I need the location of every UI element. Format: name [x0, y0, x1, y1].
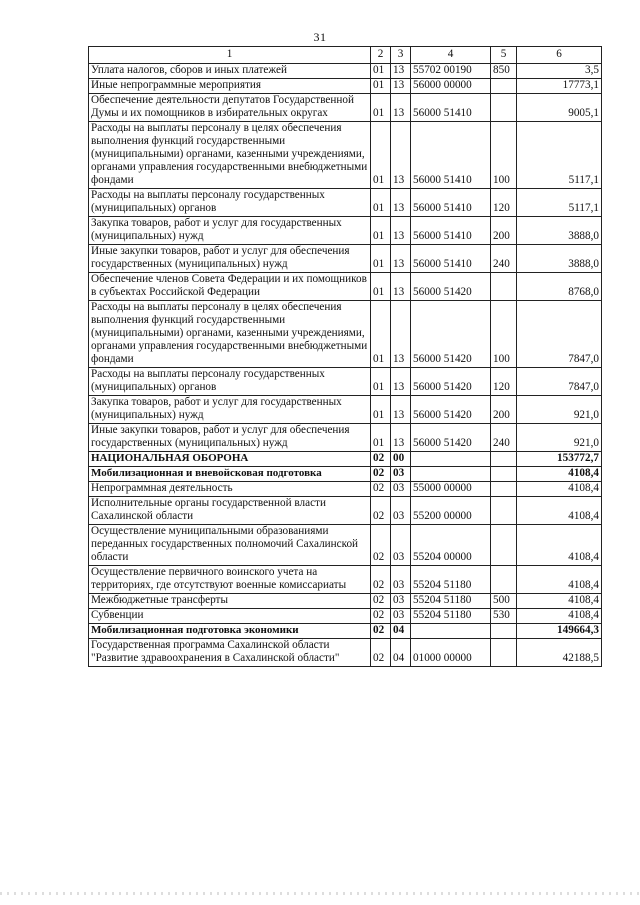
row-subsection-cell: 13: [391, 217, 411, 245]
row-expense-type-cell: 100: [491, 301, 517, 368]
row-target-article-cell: 55200 00000: [411, 497, 491, 525]
row-subsection-cell: 13: [391, 122, 411, 189]
row-amount-cell: 4108,4: [517, 594, 602, 609]
row-target-article-cell: 56000 00000: [411, 79, 491, 94]
table-row: [89, 424, 602, 452]
row-name-cell: НАЦИОНАЛЬНАЯ ОБОРОНА: [89, 452, 371, 467]
row-subsection-cell: 03: [391, 525, 411, 566]
row-target-article-cell: 56000 51420: [411, 396, 491, 424]
row-expense-type-cell: [491, 639, 517, 667]
row-amount-cell: 921,0: [517, 396, 602, 424]
row-name-cell: Расходы на выплаты персоналу государственных (муниципальных) органов: [89, 189, 371, 217]
table-row: [89, 273, 602, 301]
row-target-article-cell: 55204 00000: [411, 525, 491, 566]
row-expense-type-cell: 850: [491, 64, 517, 79]
row-target-article-cell: 56000 51420: [411, 424, 491, 452]
row-subsection-cell: 13: [391, 245, 411, 273]
row-subsection-cell: 13: [391, 301, 411, 368]
row-name-cell: Мобилизационная подготовка экономики: [89, 624, 371, 639]
row-expense-type-cell: [491, 566, 517, 594]
row-subsection-cell: 03: [391, 482, 411, 497]
row-expense-type-cell: 120: [491, 189, 517, 217]
table-row: [89, 189, 602, 217]
row-section-cell: 01: [371, 189, 391, 217]
row-expense-type-cell: [491, 624, 517, 639]
row-amount-cell: 921,0: [517, 424, 602, 452]
row-section-cell: 02: [371, 624, 391, 639]
row-name-cell: Мобилизационная и вневойсковая подготовка: [89, 467, 371, 482]
row-subsection-cell: 13: [391, 189, 411, 217]
row-amount-cell: 8768,0: [517, 273, 602, 301]
row-subsection-cell: 13: [391, 64, 411, 79]
row-amount-cell: 17773,1: [517, 79, 602, 94]
row-target-article-cell: 01000 00000: [411, 639, 491, 667]
row-amount-cell: 153772,7: [517, 452, 602, 467]
row-name-cell: Исполнительные органы государственной власти Сахалинской области: [89, 497, 371, 525]
table-row: [89, 624, 602, 639]
table-row: [89, 64, 602, 79]
table-row: [89, 368, 602, 396]
row-amount-cell: 3888,0: [517, 245, 602, 273]
row-target-article-cell: [411, 452, 491, 467]
table-row: [89, 396, 602, 424]
row-section-cell: 02: [371, 497, 391, 525]
row-amount-cell: 4108,4: [517, 609, 602, 624]
table-row: [89, 245, 602, 273]
row-section-cell: 02: [371, 594, 391, 609]
row-amount-cell: 42188,5: [517, 639, 602, 667]
row-expense-type-cell: [491, 482, 517, 497]
row-target-article-cell: 56000 51420: [411, 368, 491, 396]
row-name-cell: Иные закупки товаров, работ и услуг для обеспечения государственных (муниципальных) нужд: [89, 424, 371, 452]
row-target-article-cell: 56000 51420: [411, 301, 491, 368]
row-amount-cell: 5117,1: [517, 122, 602, 189]
column-header: 1: [89, 47, 371, 64]
row-name-cell: Непрограммная деятельность: [89, 482, 371, 497]
row-name-cell: Обеспечение деятельности депутатов Государственной Думы и их помощников в избирательных округах: [89, 94, 371, 122]
row-name-cell: Государственная программа Сахалинской области "Развитие здравоохранения в Сахалинской области": [89, 639, 371, 667]
row-section-cell: 01: [371, 245, 391, 273]
row-amount-cell: 4108,4: [517, 497, 602, 525]
row-name-cell: Субвенции: [89, 609, 371, 624]
row-section-cell: 02: [371, 639, 391, 667]
scan-artifact-line: [0, 892, 640, 895]
row-expense-type-cell: 200: [491, 217, 517, 245]
row-expense-type-cell: [491, 79, 517, 94]
row-expense-type-cell: 120: [491, 368, 517, 396]
row-target-article-cell: 55204 51180: [411, 609, 491, 624]
row-section-cell: 01: [371, 122, 391, 189]
row-name-cell: Расходы на выплаты персоналу в целях обеспечения выполнения функций государственными (муниципальными) органами, казенными учреждениями, органами управления государственными внебюджетными фондами: [89, 301, 371, 368]
row-expense-type-cell: [491, 452, 517, 467]
row-expense-type-cell: [491, 525, 517, 566]
row-name-cell: Уплата налогов, сборов и иных платежей: [89, 64, 371, 79]
row-amount-cell: 4108,4: [517, 525, 602, 566]
table-row: [89, 122, 602, 189]
row-section-cell: 01: [371, 64, 391, 79]
row-subsection-cell: 13: [391, 424, 411, 452]
row-section-cell: 01: [371, 396, 391, 424]
table-row: [89, 467, 602, 482]
row-expense-type-cell: [491, 273, 517, 301]
row-name-cell: Закупка товаров, работ и услуг для государственных (муниципальных) нужд: [89, 396, 371, 424]
row-name-cell: Расходы на выплаты персоналу государственных (муниципальных) органов: [89, 368, 371, 396]
row-section-cell: 02: [371, 525, 391, 566]
row-name-cell: Иные закупки товаров, работ и услуг для обеспечения государственных (муниципальных) нужд: [89, 245, 371, 273]
budget-table: [88, 46, 602, 667]
table-row: [89, 639, 602, 667]
row-name-cell: Осуществление муниципальными образованиями переданных государственных полномочий Сахалинской области: [89, 525, 371, 566]
table-row: [89, 482, 602, 497]
row-amount-cell: 9005,1: [517, 94, 602, 122]
row-subsection-cell: 03: [391, 467, 411, 482]
row-target-article-cell: 56000 51420: [411, 273, 491, 301]
row-name-cell: Межбюджетные трансферты: [89, 594, 371, 609]
table-row: [89, 452, 602, 467]
row-target-article-cell: 56000 51410: [411, 189, 491, 217]
row-expense-type-cell: 200: [491, 396, 517, 424]
row-expense-type-cell: 530: [491, 609, 517, 624]
row-section-cell: 02: [371, 566, 391, 594]
table-row: [89, 301, 602, 368]
row-expense-type-cell: 240: [491, 245, 517, 273]
row-section-cell: 02: [371, 467, 391, 482]
row-amount-cell: 4108,4: [517, 566, 602, 594]
table-row: [89, 497, 602, 525]
row-section-cell: 01: [371, 273, 391, 301]
row-section-cell: 01: [371, 79, 391, 94]
row-subsection-cell: 13: [391, 94, 411, 122]
row-subsection-cell: 13: [391, 368, 411, 396]
row-expense-type-cell: [491, 497, 517, 525]
row-subsection-cell: 04: [391, 624, 411, 639]
page-number: 31: [313, 30, 327, 44]
row-target-article-cell: 56000 51410: [411, 94, 491, 122]
row-amount-cell: 4108,4: [517, 482, 602, 497]
row-subsection-cell: 03: [391, 497, 411, 525]
table-row: [89, 217, 602, 245]
row-expense-type-cell: [491, 467, 517, 482]
row-target-article-cell: 55204 51180: [411, 594, 491, 609]
row-target-article-cell: [411, 624, 491, 639]
column-header: 6: [517, 47, 602, 64]
row-name-cell: Закупка товаров, работ и услуг для государственных (муниципальных) нужд: [89, 217, 371, 245]
column-header: 2: [371, 47, 391, 64]
column-header: 5: [491, 47, 517, 64]
row-subsection-cell: 13: [391, 79, 411, 94]
table-row: [89, 566, 602, 594]
row-section-cell: 01: [371, 368, 391, 396]
row-subsection-cell: 03: [391, 594, 411, 609]
row-target-article-cell: 56000 51410: [411, 245, 491, 273]
column-header: 3: [391, 47, 411, 64]
row-target-article-cell: 56000 51410: [411, 217, 491, 245]
row-amount-cell: 149664,3: [517, 624, 602, 639]
row-subsection-cell: 03: [391, 566, 411, 594]
row-subsection-cell: 04: [391, 639, 411, 667]
row-expense-type-cell: 500: [491, 594, 517, 609]
row-subsection-cell: 13: [391, 396, 411, 424]
row-name-cell: Расходы на выплаты персоналу в целях обеспечения выполнения функций государственными (муниципальными) органами, казенными учреждениями, органами управления государственными внебюджетными фондами: [89, 122, 371, 189]
row-section-cell: 02: [371, 452, 391, 467]
row-amount-cell: 3888,0: [517, 217, 602, 245]
row-expense-type-cell: 240: [491, 424, 517, 452]
row-section-cell: 01: [371, 217, 391, 245]
table-row: [89, 79, 602, 94]
row-section-cell: 02: [371, 609, 391, 624]
column-number-row: [89, 47, 602, 64]
table-body: [89, 64, 602, 667]
row-target-article-cell: 55702 00190: [411, 64, 491, 79]
row-subsection-cell: 03: [391, 609, 411, 624]
table-row: [89, 94, 602, 122]
row-section-cell: 01: [371, 424, 391, 452]
table-row: [89, 594, 602, 609]
row-amount-cell: 4108,4: [517, 467, 602, 482]
row-name-cell: Обеспечение членов Совета Федерации и их помощников в субъектах Российской Федерации: [89, 273, 371, 301]
row-section-cell: 01: [371, 94, 391, 122]
row-target-article-cell: 55000 00000: [411, 482, 491, 497]
row-amount-cell: 3,5: [517, 64, 602, 79]
table-row: [89, 609, 602, 624]
row-amount-cell: 5117,1: [517, 189, 602, 217]
row-subsection-cell: 13: [391, 273, 411, 301]
row-amount-cell: 7847,0: [517, 301, 602, 368]
table-row: [89, 525, 602, 566]
row-target-article-cell: [411, 467, 491, 482]
row-expense-type-cell: [491, 94, 517, 122]
row-target-article-cell: 56000 51410: [411, 122, 491, 189]
row-amount-cell: 7847,0: [517, 368, 602, 396]
row-name-cell: Осуществление первичного воинского учета на территориях, где отсутствуют военные комиссариаты: [89, 566, 371, 594]
row-section-cell: 01: [371, 301, 391, 368]
row-target-article-cell: 55204 51180: [411, 566, 491, 594]
row-name-cell: Иные непрограммные мероприятия: [89, 79, 371, 94]
column-header: 4: [411, 47, 491, 64]
row-expense-type-cell: 100: [491, 122, 517, 189]
row-subsection-cell: 00: [391, 452, 411, 467]
row-section-cell: 02: [371, 482, 391, 497]
